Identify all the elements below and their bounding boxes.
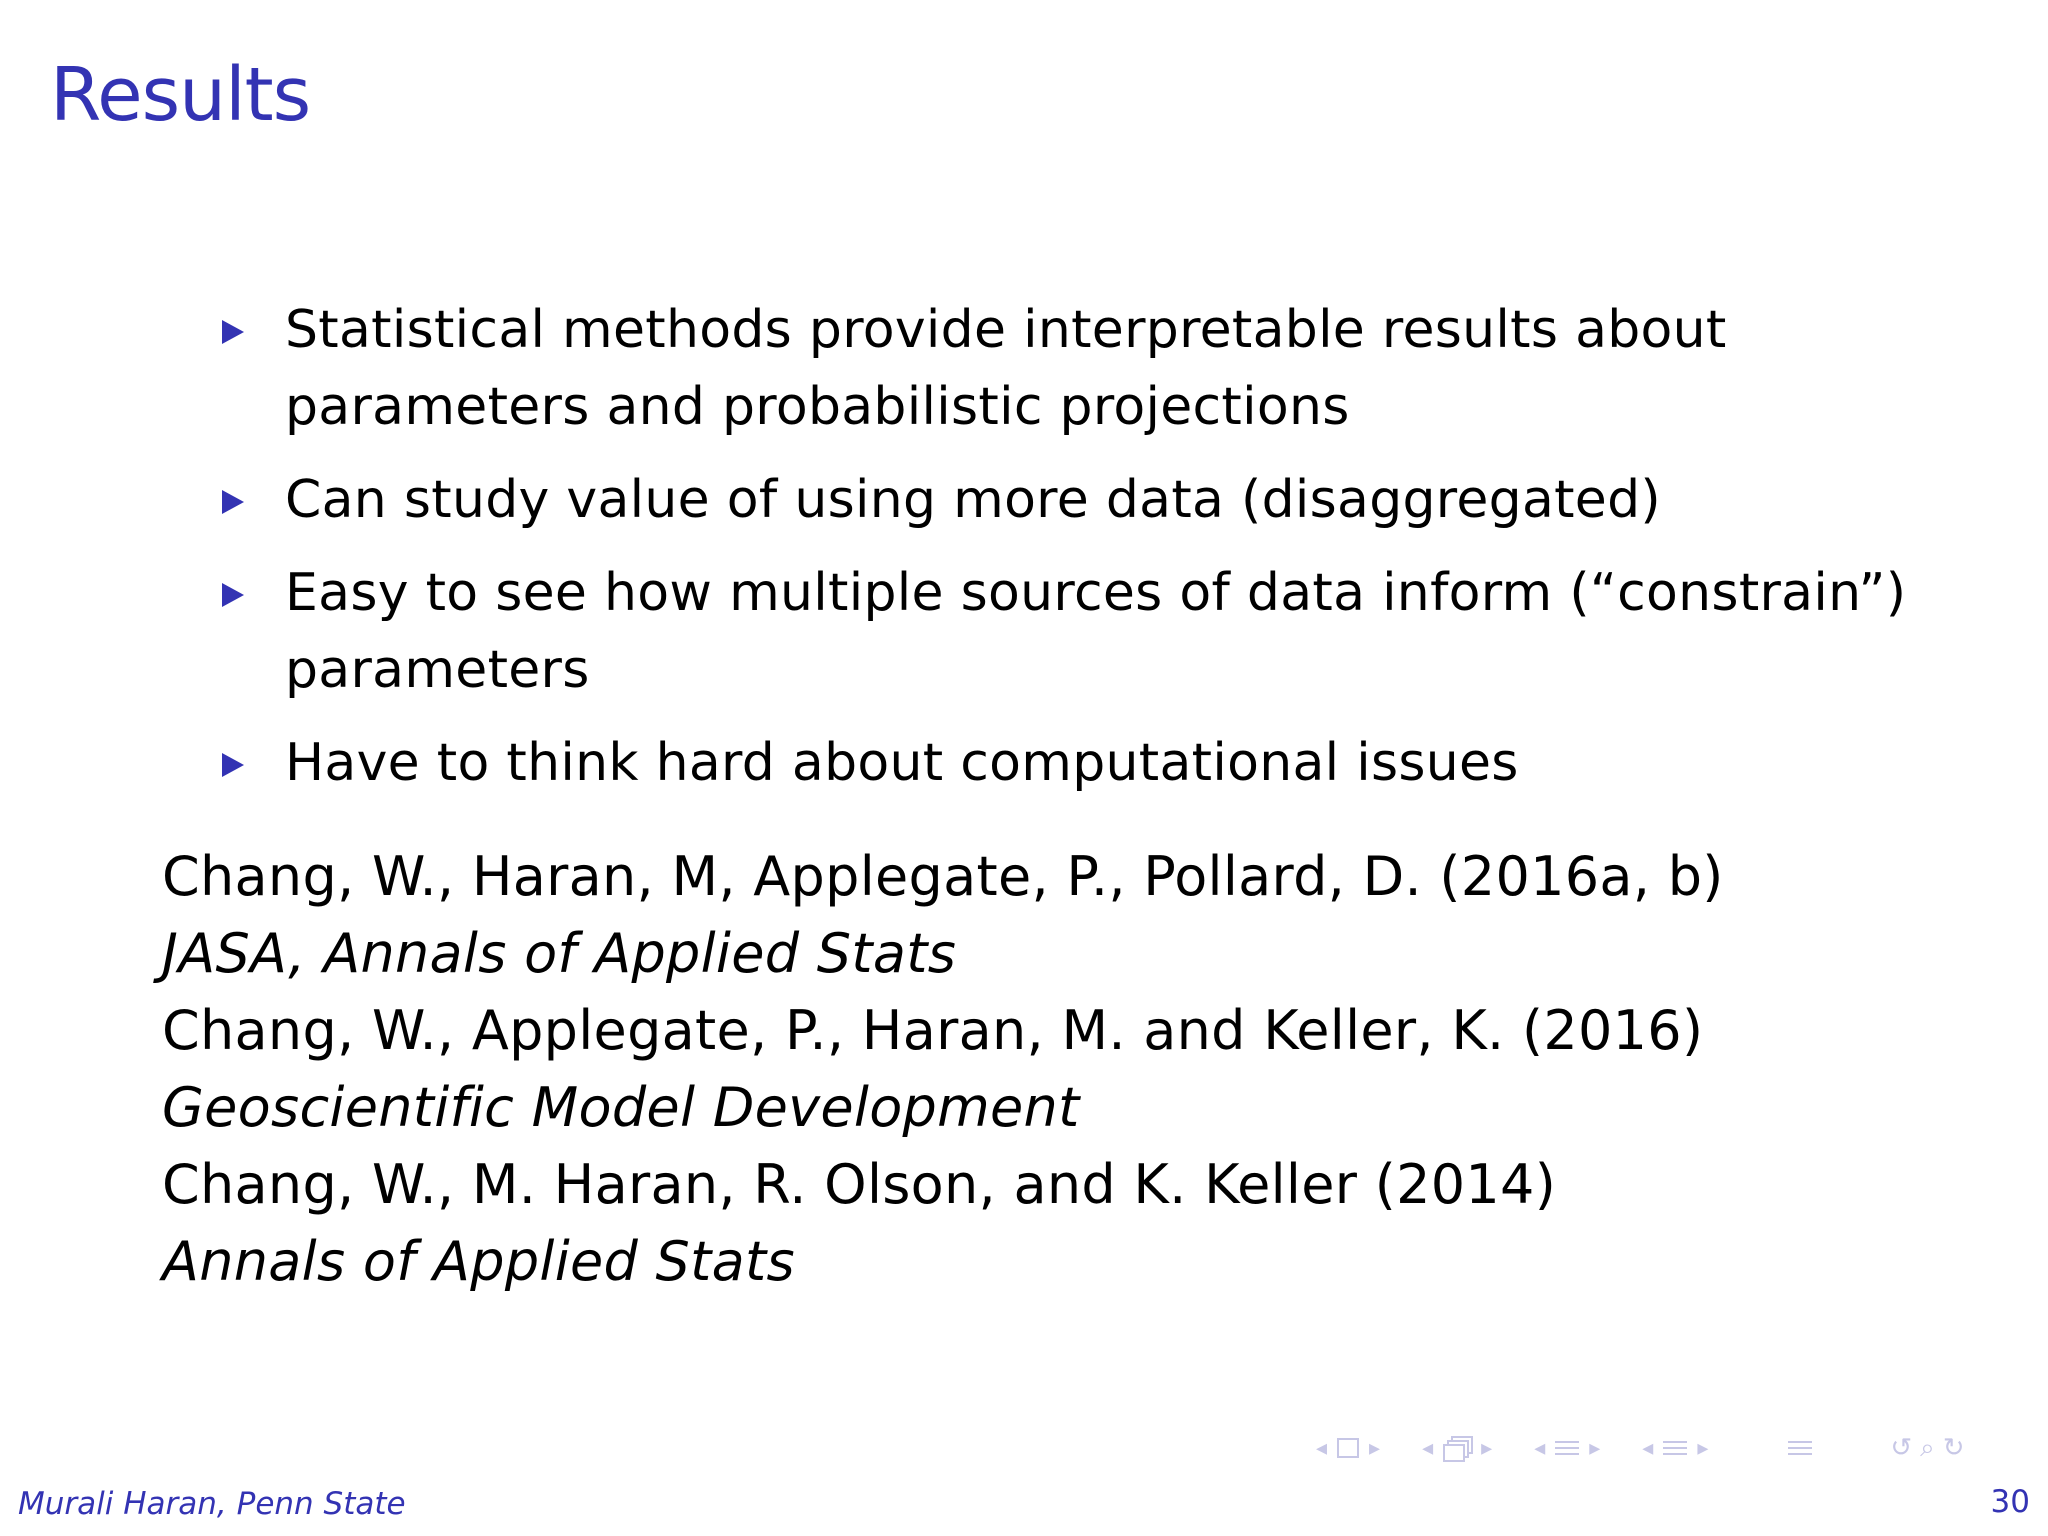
nav-search-group bbox=[1886, 1433, 1968, 1464]
triangle-bullet-icon bbox=[222, 490, 244, 514]
nav-prev-frame-icon[interactable]: ◂ bbox=[1422, 1435, 1434, 1461]
reference-authors: Chang, W., M. Haran, R. Olson, and K. Keller (2014) bbox=[162, 1153, 1557, 1216]
nav-frame-group bbox=[1416, 1436, 1498, 1461]
nav-section-group bbox=[1636, 1436, 1714, 1461]
nav-prev-section-icon[interactable]: ◂ bbox=[1642, 1435, 1654, 1461]
bullet-text-line: Have to think hard about computational issues bbox=[285, 733, 1519, 793]
slide-title: Results bbox=[50, 52, 311, 138]
undo-icon[interactable]: ↺ bbox=[1890, 1433, 1913, 1463]
subsection-icon[interactable] bbox=[1555, 1437, 1579, 1459]
redo-icon[interactable]: ↻ bbox=[1942, 1433, 1965, 1463]
bullet-item bbox=[218, 292, 1918, 446]
section-icon[interactable] bbox=[1663, 1437, 1687, 1459]
bullet-text-line: Easy to see how multiple sources of data inform (“constrain”) bbox=[285, 563, 1907, 623]
triangle-bullet-icon bbox=[222, 320, 244, 344]
reference-venue: JASA, Annals of Applied Stats bbox=[162, 922, 957, 985]
bullet-list bbox=[218, 292, 1918, 818]
nav-next-subsection-icon[interactable]: ▸ bbox=[1589, 1435, 1601, 1461]
nav-next-frame-icon[interactable]: ▸ bbox=[1481, 1435, 1493, 1461]
bullet-item bbox=[218, 555, 1918, 709]
bullet-item bbox=[218, 725, 1918, 802]
nav-prev-slide-icon[interactable]: ◂ bbox=[1316, 1435, 1328, 1461]
nav-document-group bbox=[1784, 1437, 1816, 1459]
triangle-bullet-icon bbox=[222, 753, 244, 777]
bullet-text-line: Can study value of using more data (disaggregated) bbox=[285, 470, 1661, 530]
nav-prev-subsection-icon[interactable]: ◂ bbox=[1534, 1435, 1546, 1461]
bullet-text-line: Statistical methods provide interpretable results about bbox=[285, 300, 1727, 360]
nav-next-section-icon[interactable]: ▸ bbox=[1697, 1435, 1709, 1461]
references bbox=[162, 838, 1922, 1300]
triangle-bullet-icon bbox=[222, 583, 244, 607]
frame-icon[interactable] bbox=[1443, 1436, 1471, 1460]
reference-authors: Chang, W., Applegate, P., Haran, M. and Keller, K. (2016) bbox=[162, 999, 1704, 1062]
bullet-text-line: parameters bbox=[285, 640, 590, 700]
reference-authors: Chang, W., Haran, M, Applegate, P., Pollard, D. (2016a, b) bbox=[162, 845, 1724, 908]
beamer-navigation-bar bbox=[1310, 1430, 1969, 1466]
nav-subsection-group bbox=[1528, 1436, 1606, 1461]
nav-next-slide-icon[interactable]: ▸ bbox=[1369, 1435, 1381, 1461]
search-icon[interactable]: ⌕ bbox=[1920, 1432, 1935, 1463]
slide-icon[interactable] bbox=[1337, 1438, 1359, 1458]
page-number: 30 bbox=[1990, 1484, 2030, 1520]
footer-author: Murali Haran, Penn State bbox=[18, 1486, 406, 1522]
document-icon[interactable] bbox=[1788, 1437, 1812, 1459]
bullet-text-line: parameters and probabilistic projections bbox=[285, 377, 1350, 437]
nav-slide-group bbox=[1310, 1436, 1386, 1461]
bullet-item bbox=[218, 462, 1918, 539]
reference-venue: Geoscientific Model Development bbox=[162, 1076, 1080, 1139]
reference-venue: Annals of Applied Stats bbox=[162, 1230, 795, 1293]
